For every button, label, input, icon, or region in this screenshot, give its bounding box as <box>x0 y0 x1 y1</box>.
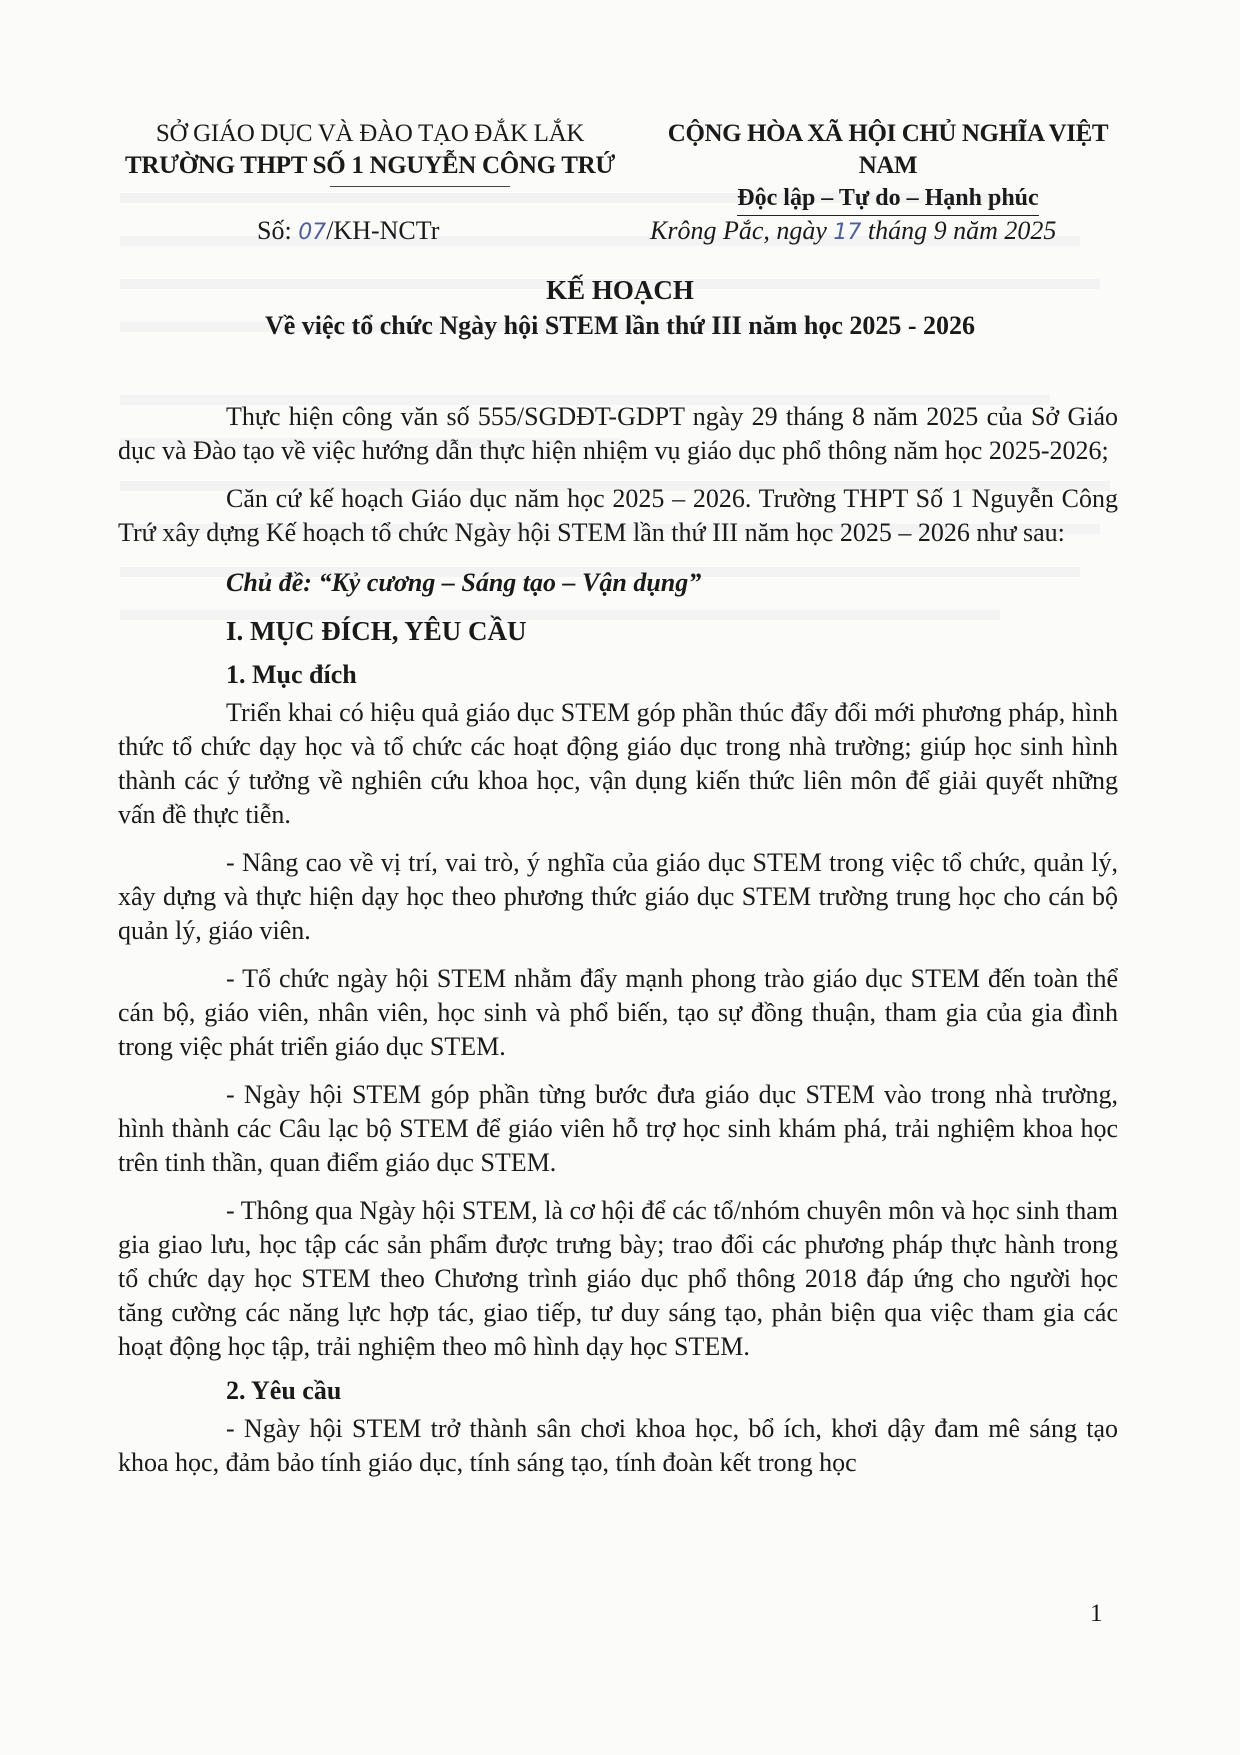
intro-paragraph-2: Căn cứ kế hoạch Giáo dục năm học 2025 – 2026. Trường THPT Số 1 Nguyễn Công Trứ xây dựng Kế hoạch tổ chức Ngày hội STEM lần thứ III năm học 2025 – 2026 như sau: <box>118 484 1118 547</box>
handwritten-day: 17 <box>833 220 862 245</box>
theme-line: Chủ đề: “Kỷ cương – Sáng tạo – Vận dụng” <box>226 568 702 597</box>
document-date: Krông Pắc, ngày 17 tháng 9 năm 2025 <box>650 216 1057 245</box>
subsection-heading-requirements: 2. Yêu cầu <box>226 1376 342 1405</box>
handwritten-number: 07 <box>298 220 327 245</box>
agency-underline <box>330 186 510 187</box>
document-number: Số: 07/KH-NCTr <box>257 216 440 245</box>
document-header <box>110 118 1130 211</box>
requirement-paragraph-1: - Ngày hội STEM trở thành sân chơi khoa học, bổ ích, khơi dậy đam mê sáng tạo khoa học, đảm bảo tính giáo dục, tính sáng tạo, tính đoàn kết trong học <box>118 1414 1118 1477</box>
intro-paragraph-1: Thực hiện công văn số 555/SGDĐT-GDPT ngày 29 tháng 8 năm 2025 của Sở Giáo dục và Đào tạo về việc hướng dẫn thực hiện nhiệm vụ giáo dục phổ thông năm học 2025-2026; <box>118 402 1118 465</box>
title-subject: Về việc tổ chức Ngày hội STEM lần thứ III năm học 2025 - 2026 <box>264 311 976 340</box>
purpose-paragraph-3: - Tổ chức ngày hội STEM nhằm đẩy mạnh phong trào giáo dục STEM đến toàn thể cán bộ, giáo viên, nhân viên, học sinh và phổ biến, tạo sự đồng thuận, tham gia của gia đình trong việc phát triển giáo dục STEM. <box>118 964 1118 1061</box>
purpose-paragraph-1: Triển khai có hiệu quả giáo dục STEM góp phần thúc đẩy đổi mới phương pháp, hình thức tổ chức dạy học và tổ chức các hoạt động giáo dục trong nhà trường; giúp học sinh hình thành các ý tưởng về nghiên cứu khoa học, vận dụng kiến thức liên môn để giải quyết những vấn đề thực tiễn. <box>118 698 1119 829</box>
agency-department: SỞ GIÁO DỤC VÀ ĐÀO TẠO ĐẮK LẮK <box>155 120 585 147</box>
motto-line: Độc lập – Tự do – Hạnh phúc <box>737 182 1038 216</box>
purpose-paragraph-4: - Ngày hội STEM góp phần từng bước đưa giáo dục STEM vào trong nhà trường, hình thành các Câu lạc bộ STEM để giáo viên hỗ trợ học sinh khám phá, trải nghiệm khoa học trên tinh thần, quan điểm giáo dục STEM. <box>118 1080 1118 1177</box>
document-body <box>118 400 1118 1480</box>
issuing-agency <box>110 118 630 182</box>
country-name: CỘNG HÒA XÃ HỘI CHỦ NGHĨA VIỆT NAM <box>667 120 1109 179</box>
national-motto <box>638 118 1138 216</box>
purpose-paragraph-2: - Nâng cao về vị trí, vai trò, ý nghĩa của giáo dục STEM trong việc tổ chức, quản lý, xây dựng và thực hiện dạy học theo phương thức giáo dục STEM trường trung học cho cán bộ quản lý, giáo viên. <box>118 848 1118 945</box>
agency-school: TRƯỜNG THPT SỐ 1 NGUYỄN CÔNG TRỨ <box>125 152 615 179</box>
title-main: KẾ HOẠCH <box>546 275 694 305</box>
subsection-heading-purpose: 1. Mục đích <box>226 660 357 689</box>
section-heading-1: I. MỤC ĐÍCH, YÊU CẦU <box>226 616 527 646</box>
page-number: 1 <box>1090 1600 1103 1627</box>
document-title <box>110 272 1130 344</box>
document-reference-line <box>110 216 1130 250</box>
purpose-paragraph-5: - Thông qua Ngày hội STEM, là cơ hội để các tổ/nhóm chuyên môn và học sinh tham gia giao lưu, học tập các sản phẩm được trưng bày; trao đổi các phương pháp thực hành trong tổ chức dạy học STEM theo Chương trình giáo dục phổ thông 2018 đáp ứng cho người học tăng cường các năng lực hợp tác, giao tiếp, tư duy sáng tạo, phản biện qua việc tham gia các hoạt động học tập, trải nghiệm theo mô hình dạy học STEM. <box>118 1196 1118 1361</box>
